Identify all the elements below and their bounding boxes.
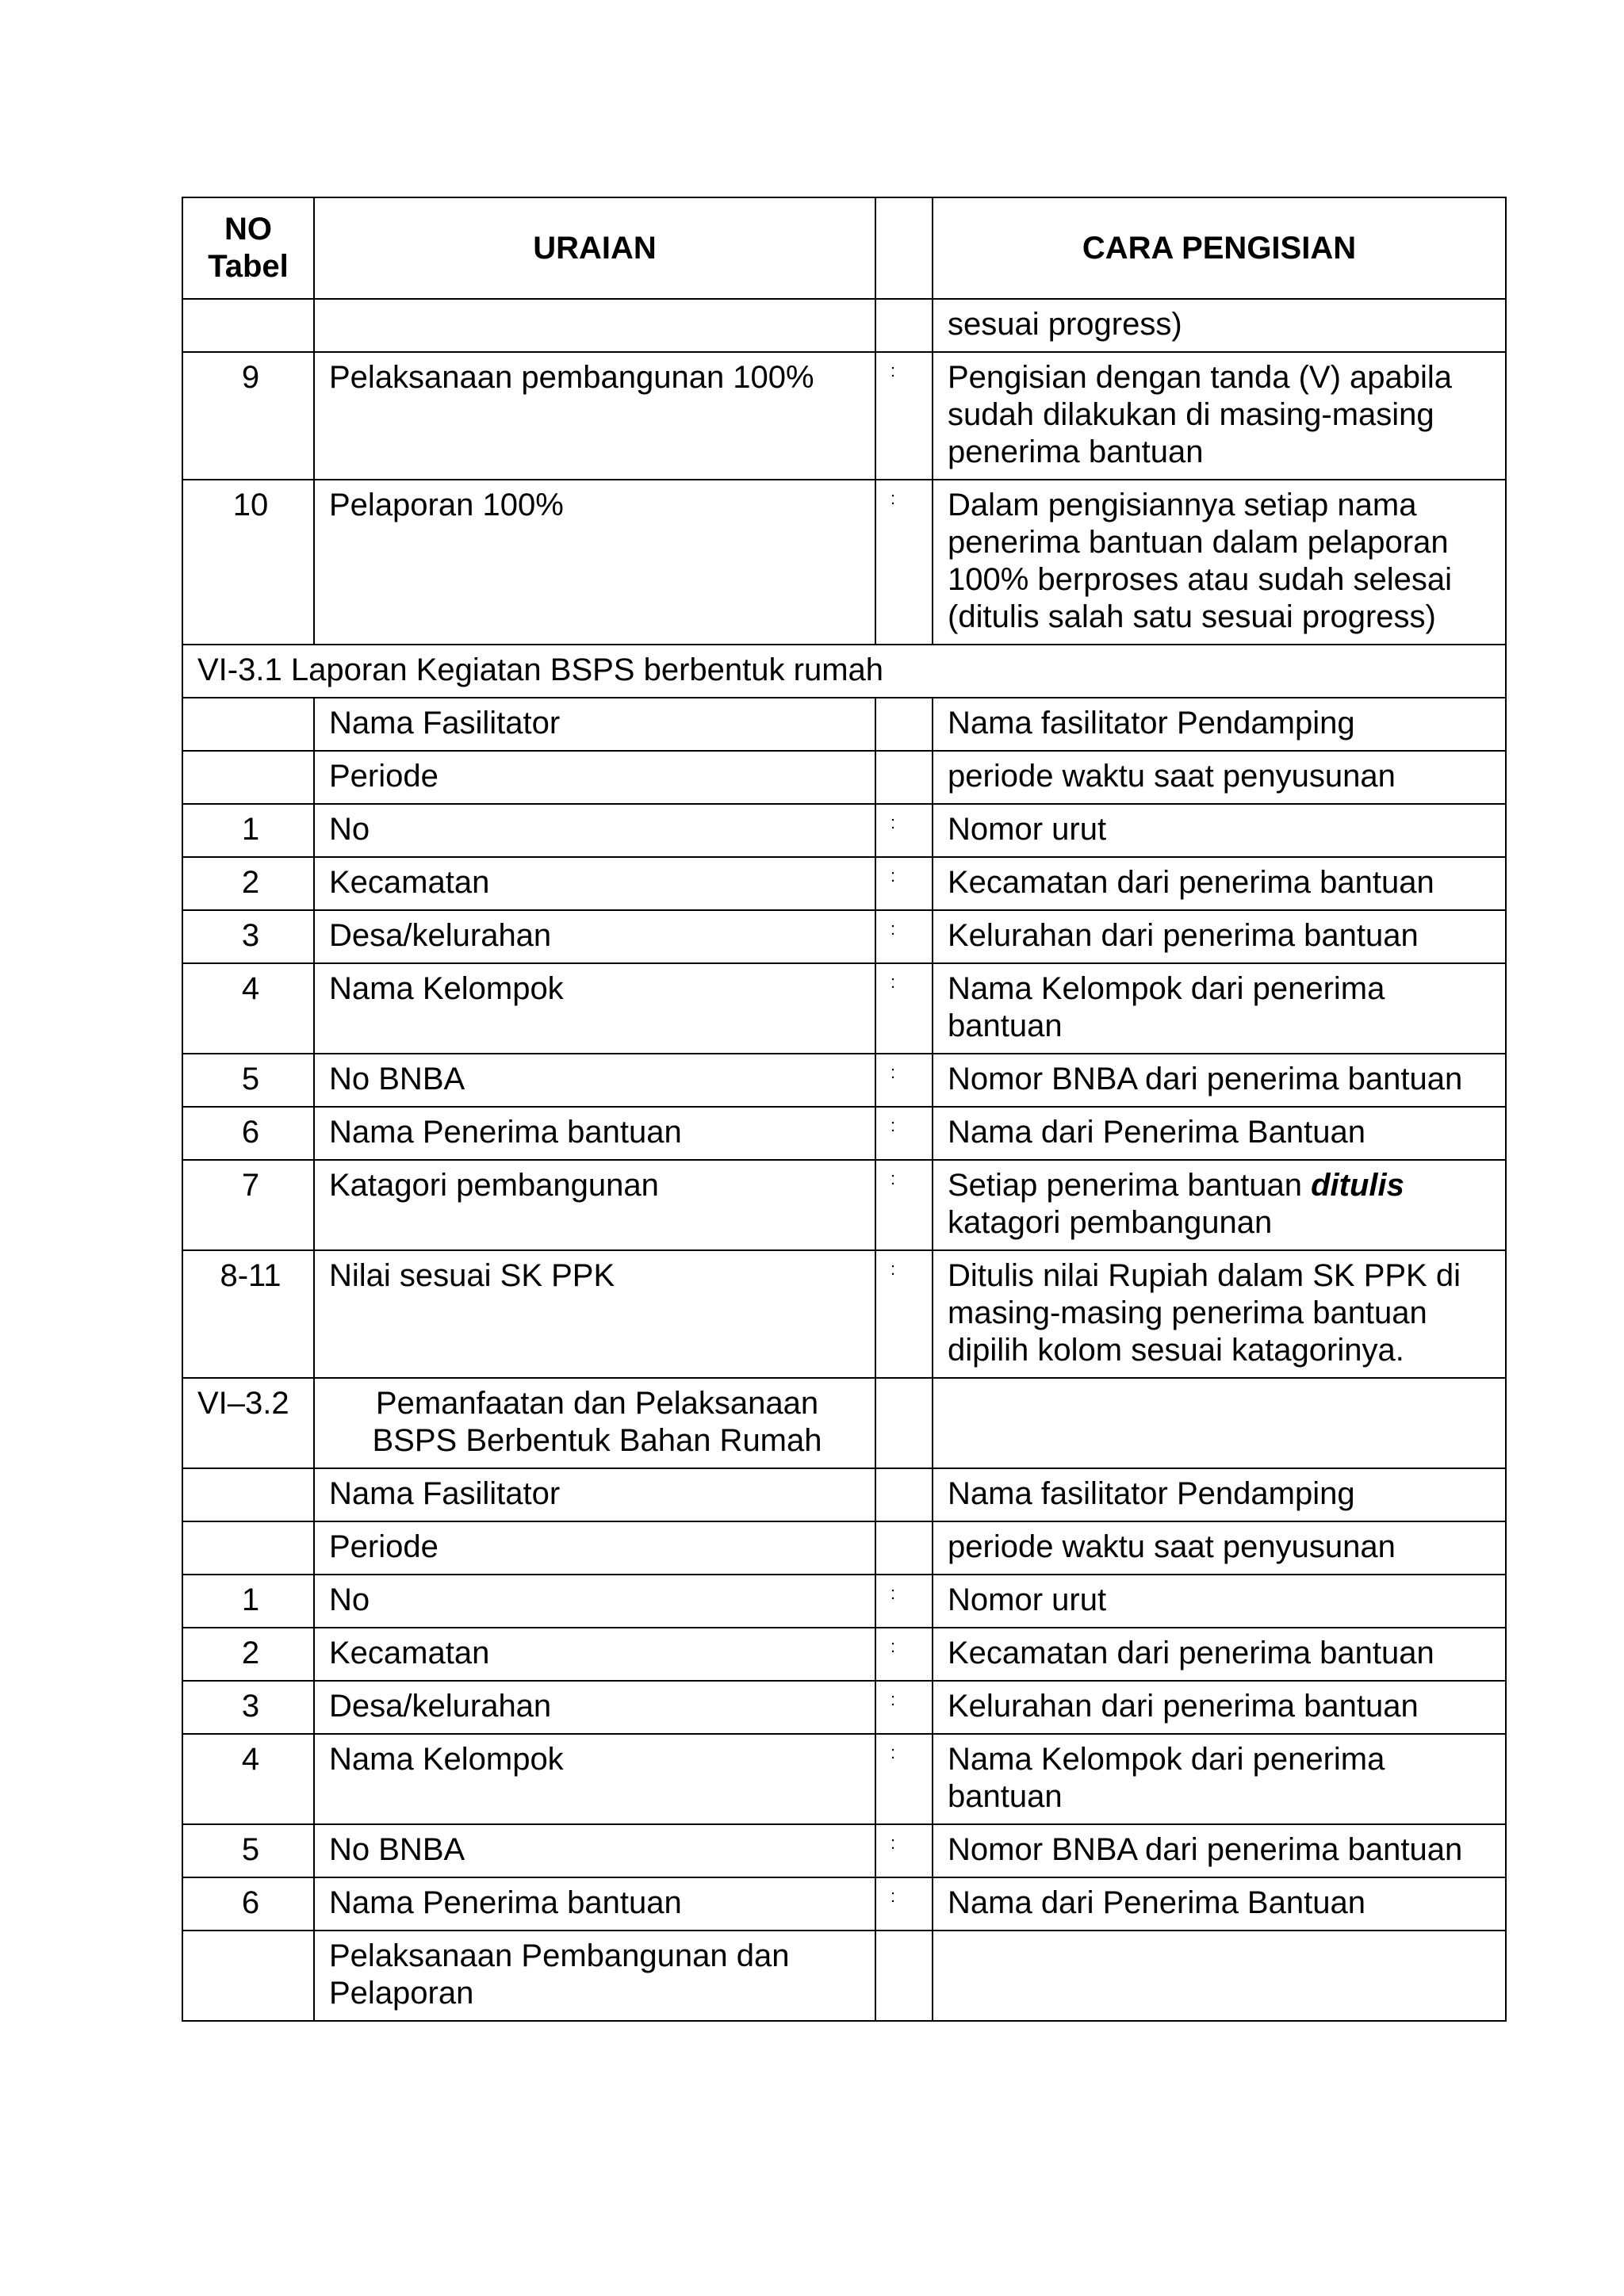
- table-header-row: [182, 197, 1506, 299]
- table-row: [182, 1160, 1506, 1250]
- cell-uraian: No: [314, 1575, 875, 1628]
- cell-uraian: Pelaporan 100%: [314, 480, 875, 645]
- cell-cara: [933, 1378, 1506, 1468]
- cell-no: 9: [182, 352, 314, 480]
- cell-cara: sesuai progress): [933, 299, 1506, 352]
- table-row: [182, 1468, 1506, 1521]
- cell-no: 6: [182, 1877, 314, 1931]
- cell-no: 6: [182, 1107, 314, 1160]
- section2-body: [182, 1468, 1506, 1931]
- cell-cara: Nama fasilitator Pendamping: [933, 1468, 1506, 1521]
- cell-colon: :: [875, 1054, 933, 1107]
- continuation-row: [182, 299, 1506, 352]
- table-row: [182, 1628, 1506, 1681]
- cell-cara: periode waktu saat penyusunan: [933, 1521, 1506, 1575]
- cell-cara: [933, 1160, 1506, 1250]
- cell-cara: Nomor BNBA dari penerima bantuan: [933, 1824, 1506, 1877]
- cell-colon: :: [875, 804, 933, 857]
- cell-colon: :: [875, 352, 933, 480]
- cell-colon: :: [875, 1681, 933, 1734]
- cell-no: 3: [182, 910, 314, 963]
- cell-colon: :: [875, 1824, 933, 1877]
- table-row: [182, 480, 1506, 645]
- section-heading-row: [182, 645, 1506, 698]
- cell-colon: :: [875, 857, 933, 910]
- emphasis-text: ditulis: [1311, 1168, 1404, 1203]
- instruction-table: [182, 197, 1507, 2022]
- cell-no: [182, 698, 314, 751]
- table-row: [182, 1734, 1506, 1824]
- cell-colon: :: [875, 480, 933, 645]
- cell-no: 4: [182, 963, 314, 1054]
- cell-colon: :: [875, 1250, 933, 1378]
- cell-uraian: Nama Fasilitator: [314, 1468, 875, 1521]
- cell-uraian: No BNBA: [314, 1824, 875, 1877]
- cell-no: [182, 299, 314, 352]
- cell-cara: Ditulis nilai Rupiah dalam SK PPK di masing-masing penerima bantuan dipilih kolom sesuai katagorinya.: [933, 1250, 1506, 1378]
- cell-no: 5: [182, 1054, 314, 1107]
- cell-uraian: Katagori pembangunan: [314, 1160, 875, 1250]
- cell-uraian: Periode: [314, 751, 875, 804]
- section-title: Pemanfaatan dan Pelaksanaan BSPS Berbentuk Bahan Rumah: [314, 1378, 875, 1468]
- cell-cara: Nomor urut: [933, 1575, 1506, 1628]
- table-row: [182, 1931, 1506, 2021]
- header-tabel: Tabel: [208, 249, 289, 284]
- cell-colon: :: [875, 1877, 933, 1931]
- cell-colon: [875, 299, 933, 352]
- cell-uraian: Kecamatan: [314, 857, 875, 910]
- cara-text: Setiap penerima bantuan: [948, 1168, 1312, 1203]
- cell-no: 2: [182, 1628, 314, 1681]
- table-row: [182, 1824, 1506, 1877]
- table-row: [182, 698, 1506, 751]
- cell-uraian: Nama Kelompok: [314, 1734, 875, 1824]
- cell-no: 1: [182, 1575, 314, 1628]
- cell-no: 7: [182, 1160, 314, 1250]
- table-row: [182, 1250, 1506, 1378]
- header-uraian: URAIAN: [314, 197, 875, 299]
- cell-no: 5: [182, 1824, 314, 1877]
- table-row: [182, 910, 1506, 963]
- header-no: NO: [224, 212, 272, 247]
- cell-no: 4: [182, 1734, 314, 1824]
- cell-uraian: Nama Penerima bantuan: [314, 1107, 875, 1160]
- table-row: [182, 1575, 1506, 1628]
- cell-cara: Nama fasilitator Pendamping: [933, 698, 1506, 751]
- table-row: [182, 352, 1506, 480]
- cell-cara: Kecamatan dari penerima bantuan: [933, 1628, 1506, 1681]
- cell-no: [182, 1468, 314, 1521]
- table-row: [182, 1054, 1506, 1107]
- cell-cara: Nama Kelompok dari penerima bantuan: [933, 963, 1506, 1054]
- cell-colon: :: [875, 1575, 933, 1628]
- header-cara-pengisian: CARA PENGISIAN: [933, 197, 1506, 299]
- cell-cara: periode waktu saat penyusunan: [933, 751, 1506, 804]
- cell-cara: Nama dari Penerima Bantuan: [933, 1877, 1506, 1931]
- cell-uraian: Pelaksanaan Pembangunan dan Pelaporan: [314, 1931, 875, 2021]
- cell-no: [182, 751, 314, 804]
- table-row: [182, 1877, 1506, 1931]
- cell-colon: [875, 1521, 933, 1575]
- cell-cara: Pengisian dengan tanda (V) apabila sudah dilakukan di masing-masing penerima bantuan: [933, 352, 1506, 480]
- cell-colon: :: [875, 910, 933, 963]
- cell-colon: :: [875, 1160, 933, 1250]
- cell-uraian: Desa/kelurahan: [314, 1681, 875, 1734]
- cell-colon: [875, 751, 933, 804]
- table-row: [182, 1521, 1506, 1575]
- cell-no: 1: [182, 804, 314, 857]
- cell-uraian: Nilai sesuai SK PPK: [314, 1250, 875, 1378]
- cell-uraian: Desa/kelurahan: [314, 910, 875, 963]
- cell-colon: :: [875, 1107, 933, 1160]
- cell-cara: Kelurahan dari penerima bantuan: [933, 1681, 1506, 1734]
- cell-uraian: No: [314, 804, 875, 857]
- table-row: [182, 857, 1506, 910]
- cell-uraian: Nama Fasilitator: [314, 698, 875, 751]
- cell-cara: Nomor urut: [933, 804, 1506, 857]
- cell-no: 8-11: [182, 1250, 314, 1378]
- cell-cara: [933, 1931, 1506, 2021]
- cell-uraian: Periode: [314, 1521, 875, 1575]
- cell-cara: Kelurahan dari penerima bantuan: [933, 910, 1506, 963]
- cell-colon: [875, 698, 933, 751]
- cell-colon: :: [875, 1734, 933, 1824]
- section1-body: [182, 698, 1506, 1160]
- cell-cara: Nama Kelompok dari penerima bantuan: [933, 1734, 1506, 1824]
- cell-no: [182, 1521, 314, 1575]
- section-title: VI-3.1 Laporan Kegiatan BSPS berbentuk rumah: [182, 645, 1506, 698]
- cell-uraian: No BNBA: [314, 1054, 875, 1107]
- table-row: [182, 963, 1506, 1054]
- cell-uraian: Pelaksanaan pembangunan 100%: [314, 352, 875, 480]
- cell-no: 2: [182, 857, 314, 910]
- cell-uraian: Nama Kelompok: [314, 963, 875, 1054]
- table-row: [182, 1107, 1506, 1160]
- cell-colon: [875, 1378, 933, 1468]
- cell-colon: [875, 1468, 933, 1521]
- cell-uraian: Kecamatan: [314, 1628, 875, 1681]
- cell-no: 3: [182, 1681, 314, 1734]
- cell-cara: Dalam pengisiannya setiap nama penerima bantuan dalam pelaporan 100% berproses atau sudah selesai (ditulis salah satu sesuai progress): [933, 480, 1506, 645]
- header-colon: [875, 197, 933, 299]
- table-row: [182, 1681, 1506, 1734]
- table-row: [182, 751, 1506, 804]
- cell-colon: :: [875, 1628, 933, 1681]
- cell-no: 10: [182, 480, 314, 645]
- cell-uraian: [314, 299, 875, 352]
- cell-colon: [875, 1931, 933, 2021]
- cell-cara: Kecamatan dari penerima bantuan: [933, 857, 1506, 910]
- table-row: [182, 804, 1506, 857]
- section-number: VI–3.2: [182, 1378, 314, 1468]
- cell-uraian: Nama Penerima bantuan: [314, 1877, 875, 1931]
- cell-cara: Nama dari Penerima Bantuan: [933, 1107, 1506, 1160]
- cell-cara: Nomor BNBA dari penerima bantuan: [933, 1054, 1506, 1107]
- cell-no: [182, 1931, 314, 2021]
- section-heading-row: [182, 1378, 1506, 1468]
- header-no-tabel: [182, 197, 314, 299]
- cara-text: katagori pembangunan: [948, 1205, 1273, 1240]
- cell-colon: :: [875, 963, 933, 1054]
